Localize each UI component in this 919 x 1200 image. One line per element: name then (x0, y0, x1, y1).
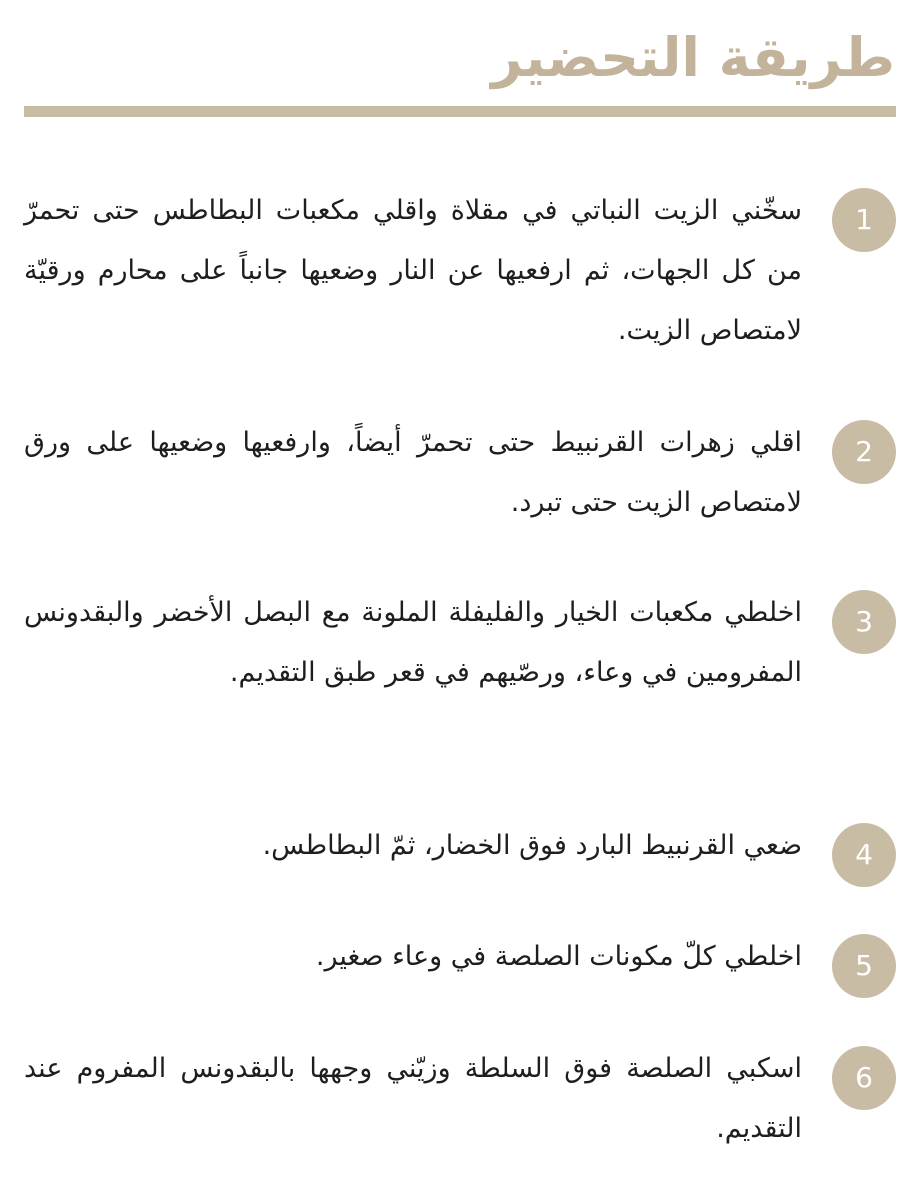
step-3 (24, 590, 896, 703)
step-4 (24, 823, 896, 876)
step-text: اسكبي الصلصة فوق السلطة وزيّني وجهها بالبقدونس المفروم عند التقديم. (24, 1053, 802, 1144)
step-6 (24, 1046, 896, 1159)
step-number-badge: 4 (832, 823, 896, 887)
step-text: ضعي القرنبيط البارد فوق الخضار، ثمّ البطاطس. (262, 830, 802, 861)
title-divider (24, 106, 896, 117)
step-text: سخّني الزيت النباتي في مقلاة واقلي مكعبات البطاطس حتى تحمرّ من كل الجهات، ثم ارفعيها عن النار وضعيها جانباً على محارم ورقيّة لامتصاص الزيت. (24, 195, 802, 346)
step-number-badge: 5 (832, 934, 896, 998)
step-text: اخلطي كلّ مكونات الصلصة في وعاء صغير. (315, 941, 802, 972)
step-number-badge: 2 (832, 420, 896, 484)
step-number-badge: 3 (832, 590, 896, 654)
step-text: اقلي زهرات القرنبيط حتى تحمرّ أيضاً، وارفعيها وضعيها على ورق لامتصاص الزيت حتى تبرد. (24, 427, 802, 518)
page-title: طريقة التحضير (491, 26, 895, 89)
step-text: اخلطي مكعبات الخيار والفليفلة الملونة مع البصل الأخضر والبقدونس المفرومين في وعاء، ورصّيهم في قعر طبق التقديم. (24, 597, 802, 688)
step-1 (24, 188, 896, 361)
step-number-badge: 6 (832, 1046, 896, 1110)
step-5 (24, 934, 896, 987)
step-number-badge: 1 (832, 188, 896, 252)
step-2 (24, 420, 896, 533)
